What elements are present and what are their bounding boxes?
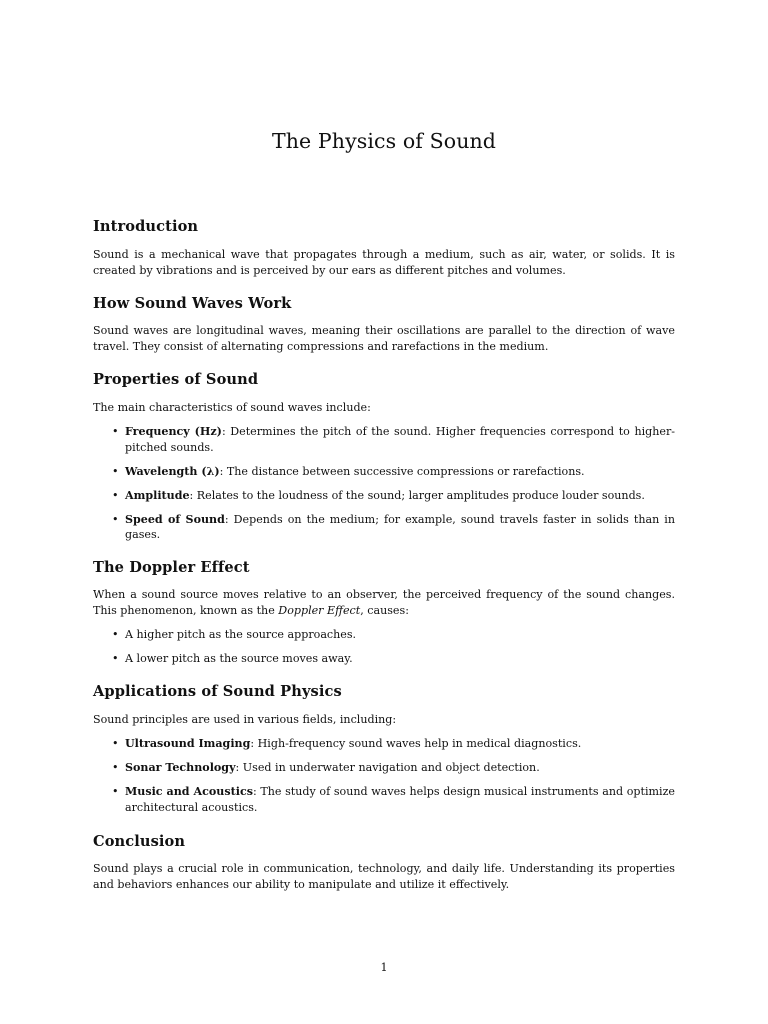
bullet-glyph: • — [112, 761, 119, 775]
heading-how-sound-waves-work: How Sound Waves Work — [93, 295, 292, 312]
bullet-glyph: • — [112, 652, 119, 666]
list-item — [93, 760, 675, 776]
bullet-glyph: • — [112, 464, 119, 478]
list-item-term: Music and Acoustics — [125, 785, 253, 799]
heading-applications: Applications of Sound Physics — [93, 683, 342, 700]
document-title: The Physics of Sound — [271, 129, 497, 153]
list-item-term: Frequency (Hz) — [125, 425, 222, 438]
list-item-desc: : Depends on the medium; for example, sound travels faster in solids than in gases. — [125, 512, 675, 542]
list-properties — [93, 424, 675, 552]
doppler-text-before: When a sound source moves relative to an observer, the perceived frequency of the sound changes. This phenomenon, known as the — [93, 588, 675, 617]
list-item-desc: : The distance between successive compressions or rarefactions. — [219, 464, 585, 478]
list-item-desc: : The study of sound waves helps design musical instruments and optimize architectural acoustics. — [125, 785, 675, 814]
list-item — [93, 512, 675, 543]
list-item-desc: : Determines the pitch of the sound. Higher frequencies correspond to higher-pitched sounds. — [125, 425, 675, 454]
list-item — [93, 627, 675, 643]
paragraph-doppler-effect — [93, 587, 675, 618]
list-item — [93, 736, 675, 752]
heading-introduction: Introduction — [93, 218, 199, 235]
paragraph-how-sound-waves-work: Sound waves are longitudinal waves, meaning their oscillations are parallel to the direction of wave travel. They consist of alternating compressions and rarefactions in the medium. — [93, 324, 675, 353]
paragraph-introduction: Sound is a mechanical wave that propagates through a medium, such as air, water, or solids. It is created by vibrations and is perceived by our ears as different pitches and volumes. — [93, 248, 675, 277]
bullet-glyph: • — [112, 785, 119, 799]
list-doppler — [93, 627, 675, 675]
paragraph-properties-intro: The main characteristics of sound waves include: — [93, 401, 371, 414]
list-item — [93, 464, 675, 480]
list-item-text: A higher pitch as the source approaches. — [125, 628, 357, 641]
bullet-glyph: • — [112, 425, 119, 438]
list-item — [93, 784, 675, 815]
list-item-term: Ultrasound Imaging — [125, 737, 251, 750]
paragraph-conclusion: Sound plays a crucial role in communication, technology, and daily life. Understanding its properties and behaviors enhances our ability to manipulate and utilize it effectively. — [93, 862, 675, 891]
heading-doppler-effect: The Doppler Effect — [93, 559, 250, 576]
list-item-desc: : Used in underwater navigation and object detection. — [235, 761, 540, 775]
bullet-glyph: • — [112, 737, 119, 750]
heading-properties-of-sound: Properties of Sound — [93, 371, 259, 388]
list-item-term: Speed of Sound — [125, 512, 225, 526]
doppler-text-after: , causes: — [360, 603, 409, 617]
bullet-glyph: • — [112, 628, 119, 641]
list-item-term: Sonar Technology — [125, 761, 236, 775]
list-item — [93, 488, 675, 504]
list-item-term: Amplitude — [125, 488, 190, 502]
list-item — [93, 424, 675, 455]
list-item-term: Wavelength (λ) — [125, 464, 220, 478]
list-item-desc: : High-frequency sound waves help in medical diagnostics. — [250, 737, 582, 750]
list-item-text: A lower pitch as the source moves away. — [125, 652, 353, 666]
bullet-glyph: • — [112, 512, 119, 526]
list-item — [93, 651, 675, 667]
bullet-glyph: • — [112, 488, 119, 502]
page-number: 1 — [380, 961, 388, 974]
heading-conclusion: Conclusion — [93, 833, 186, 850]
list-applications — [93, 736, 675, 824]
paragraph-applications-intro: Sound principles are used in various fields, including: — [93, 713, 397, 726]
list-item-desc: : Relates to the loudness of the sound; larger amplitudes produce louder sounds. — [189, 488, 645, 502]
doppler-term: Doppler Effect — [278, 603, 361, 617]
